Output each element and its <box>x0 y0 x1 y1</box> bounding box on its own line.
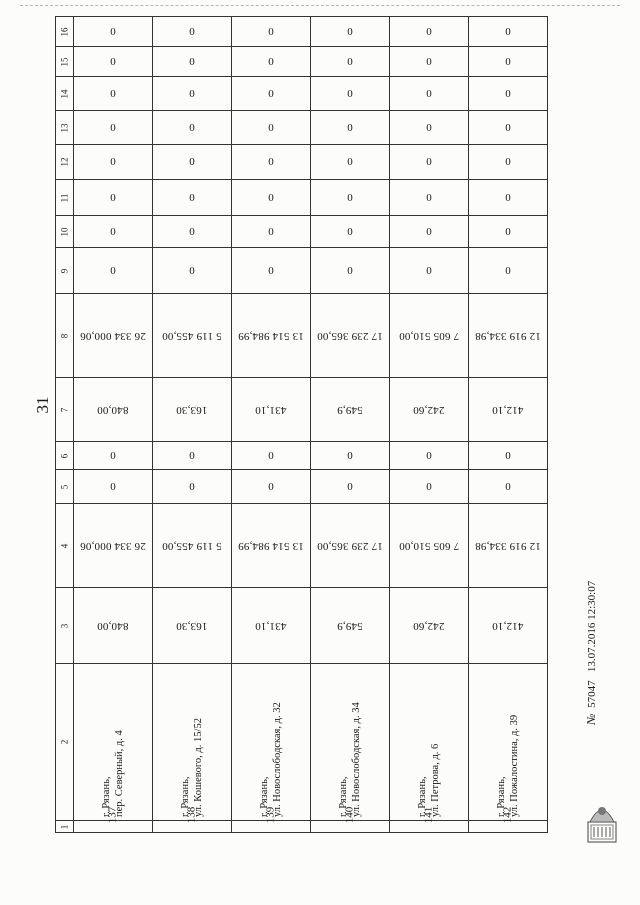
cell-142-col8: 12 919 334,98 <box>469 294 548 378</box>
cell-137-col3: 840,00 <box>74 588 153 664</box>
column-header-6: 6 <box>56 442 74 470</box>
cell-141-col14: 0 <box>390 77 469 111</box>
cell-142-col4: 12 919 334,98 <box>469 504 548 588</box>
cell-139-col5: 0 <box>232 470 311 504</box>
row-number-140: 140 <box>343 806 356 824</box>
cell-140-col15: 0 <box>311 47 390 77</box>
table-row-col15 <box>56 47 548 77</box>
cell-140-col16: 0 <box>311 17 390 47</box>
registration-stamp <box>584 535 598 725</box>
cell-137-col12: 0 <box>74 145 153 180</box>
column-header-16: 16 <box>56 17 74 47</box>
table-row-col8 <box>56 294 548 378</box>
cell-137-col5: 0 <box>74 470 153 504</box>
address-line-city: г. Рязань, <box>180 776 191 817</box>
cell-142-col14: 0 <box>469 77 548 111</box>
cell-140-col13: 0 <box>311 111 390 145</box>
table-row-col12 <box>56 145 548 180</box>
cell-141-address <box>390 664 469 821</box>
cell-137-col4: 26 334 000,06 <box>74 504 153 588</box>
cell-141-col6: 0 <box>390 442 469 470</box>
cell-137-col10: 0 <box>74 216 153 248</box>
address-line-city: г. Рязань, <box>338 776 349 817</box>
cell-139-col6: 0 <box>232 442 311 470</box>
cell-138-col13: 0 <box>153 111 232 145</box>
cell-137-col8: 26 334 000,06 <box>74 294 153 378</box>
column-header-5: 5 <box>56 470 74 504</box>
column-header-2: 2 <box>56 664 74 821</box>
cell-138-col6: 0 <box>153 442 232 470</box>
cell-137-col16: 0 <box>74 17 153 47</box>
cell-139-col16: 0 <box>232 17 311 47</box>
cell-142-col6: 0 <box>469 442 548 470</box>
cell-137-col14: 0 <box>74 77 153 111</box>
cell-137-address <box>74 664 153 821</box>
cell-142-col10: 0 <box>469 216 548 248</box>
cell-138-col3: 163,30 <box>153 588 232 664</box>
cell-137-col7: 840,00 <box>74 378 153 442</box>
cell-141-col4: 7 605 510,00 <box>390 504 469 588</box>
cell-142-col15: 0 <box>469 47 548 77</box>
table-row-col9 <box>56 248 548 294</box>
cell-141-col13: 0 <box>390 111 469 145</box>
doc-number: 57047 <box>586 680 598 708</box>
column-header-9: 9 <box>56 248 74 294</box>
cell-138-col14: 0 <box>153 77 232 111</box>
cell-139-col9: 0 <box>232 248 311 294</box>
address-line-city: г. Рязань, <box>496 776 507 817</box>
cell-140-col3: 549,9 <box>311 588 390 664</box>
cell-138-col5: 0 <box>153 470 232 504</box>
column-header-4: 4 <box>56 504 74 588</box>
registry-table <box>55 16 548 833</box>
cell-140-col6: 0 <box>311 442 390 470</box>
table-row-col10 <box>56 216 548 248</box>
row-number-141: 141 <box>422 806 435 824</box>
cell-142-col12: 0 <box>469 145 548 180</box>
table-row-col11 <box>56 180 548 216</box>
row-numbers-strip <box>73 800 547 830</box>
cell-139-col4: 13 514 984,99 <box>232 504 311 588</box>
cell-141-col16: 0 <box>390 17 469 47</box>
cell-138-col11: 0 <box>153 180 232 216</box>
cell-139-col7: 431,10 <box>232 378 311 442</box>
cell-142-col5: 0 <box>469 470 548 504</box>
table-row-col5 <box>56 470 548 504</box>
cell-139-col12: 0 <box>232 145 311 180</box>
cell-139-col13: 0 <box>232 111 311 145</box>
table-row-col3 <box>56 588 548 664</box>
cell-141-col15: 0 <box>390 47 469 77</box>
cell-140-col9: 0 <box>311 248 390 294</box>
address-line-city: г. Рязань, <box>417 776 428 817</box>
address-line-street: ул. Новослободская, д. 32 <box>272 702 283 817</box>
table-row-col6 <box>56 442 548 470</box>
cell-142-col7: 412,10 <box>469 378 548 442</box>
row-number-142: 142 <box>501 806 514 824</box>
address-line-street: ул. Новослободская, д. 34 <box>351 702 362 817</box>
cell-141-col10: 0 <box>390 216 469 248</box>
column-header-13: 13 <box>56 111 74 145</box>
cell-141-col8: 7 605 510,00 <box>390 294 469 378</box>
cell-140-col12: 0 <box>311 145 390 180</box>
column-header-1: 1 <box>56 821 74 833</box>
cell-137-col13: 0 <box>74 111 153 145</box>
column-header-11: 11 <box>56 180 74 216</box>
cell-141-col5: 0 <box>390 470 469 504</box>
cell-139-col11: 0 <box>232 180 311 216</box>
cell-138-col4: 5 119 455,00 <box>153 504 232 588</box>
table-row-col7 <box>56 378 548 442</box>
cell-140-address <box>311 664 390 821</box>
cell-142-col16: 0 <box>469 17 548 47</box>
row-number-138: 138 <box>185 806 198 824</box>
cell-141-col9: 0 <box>390 248 469 294</box>
column-header-12: 12 <box>56 145 74 180</box>
address-line-street: ул. Петрова, д. 6 <box>430 743 441 817</box>
cell-140-col8: 17 239 365,00 <box>311 294 390 378</box>
cell-141-col11: 0 <box>390 180 469 216</box>
cell-137-col6: 0 <box>74 442 153 470</box>
cell-138-col8: 5 119 455,00 <box>153 294 232 378</box>
column-header-15: 15 <box>56 47 74 77</box>
cell-141-col12: 0 <box>390 145 469 180</box>
cell-137-col9: 0 <box>74 248 153 294</box>
cell-139-col10: 0 <box>232 216 311 248</box>
cell-137-col15: 0 <box>74 47 153 77</box>
column-header-14: 14 <box>56 77 74 111</box>
column-header-3: 3 <box>56 588 74 664</box>
cell-142-col11: 0 <box>469 180 548 216</box>
cell-140-col7: 549,9 <box>311 378 390 442</box>
table-row-col2 <box>56 664 548 821</box>
cell-138-col10: 0 <box>153 216 232 248</box>
page-number: 31 <box>33 396 52 414</box>
cell-139-address <box>232 664 311 821</box>
address-line-city: г. Рязань, <box>101 776 112 817</box>
table-row-col13 <box>56 111 548 145</box>
row-number-137: 137 <box>106 806 119 824</box>
cell-138-address <box>153 664 232 821</box>
cell-141-col7: 242,60 <box>390 378 469 442</box>
cell-140-col10: 0 <box>311 216 390 248</box>
cell-139-col8: 13 514 984,99 <box>232 294 311 378</box>
cell-142-col9: 0 <box>469 248 548 294</box>
cell-138-col15: 0 <box>153 47 232 77</box>
scan-edge-line <box>20 5 620 6</box>
row-number-139: 139 <box>264 806 277 824</box>
cell-142-address <box>469 664 548 821</box>
cell-139-col15: 0 <box>232 47 311 77</box>
table-row-col16 <box>56 17 548 47</box>
cell-138-col7: 163,30 <box>153 378 232 442</box>
address-line-street: ул. Кошевого, д. 15/52 <box>193 718 204 817</box>
number-sign: № <box>584 713 598 725</box>
cell-140-col11: 0 <box>311 180 390 216</box>
cell-139-col3: 431,10 <box>232 588 311 664</box>
doc-timestamp: 13.07.2016 12:30:07 <box>586 580 598 673</box>
cell-140-col4: 17 239 365,00 <box>311 504 390 588</box>
cell-137-col11: 0 <box>74 180 153 216</box>
table-row-col4 <box>56 504 548 588</box>
cell-142-col3: 412,10 <box>469 588 548 664</box>
cell-142-col13: 0 <box>469 111 548 145</box>
coat-of-arms-emblem-icon <box>582 792 622 846</box>
cell-141-col3: 242,60 <box>390 588 469 664</box>
cell-138-col12: 0 <box>153 145 232 180</box>
address-line-street: ул. Пожалостина, д. 39 <box>509 714 520 817</box>
column-header-8: 8 <box>56 294 74 378</box>
cell-138-col9: 0 <box>153 248 232 294</box>
cell-138-col16: 0 <box>153 17 232 47</box>
address-line-street: пер. Северный, д. 4 <box>114 730 125 817</box>
address-line-city: г. Рязань, <box>259 776 270 817</box>
column-header-10: 10 <box>56 216 74 248</box>
cell-140-col5: 0 <box>311 470 390 504</box>
table-row-col14 <box>56 77 548 111</box>
cell-140-col14: 0 <box>311 77 390 111</box>
cell-139-col14: 0 <box>232 77 311 111</box>
column-header-7: 7 <box>56 378 74 442</box>
